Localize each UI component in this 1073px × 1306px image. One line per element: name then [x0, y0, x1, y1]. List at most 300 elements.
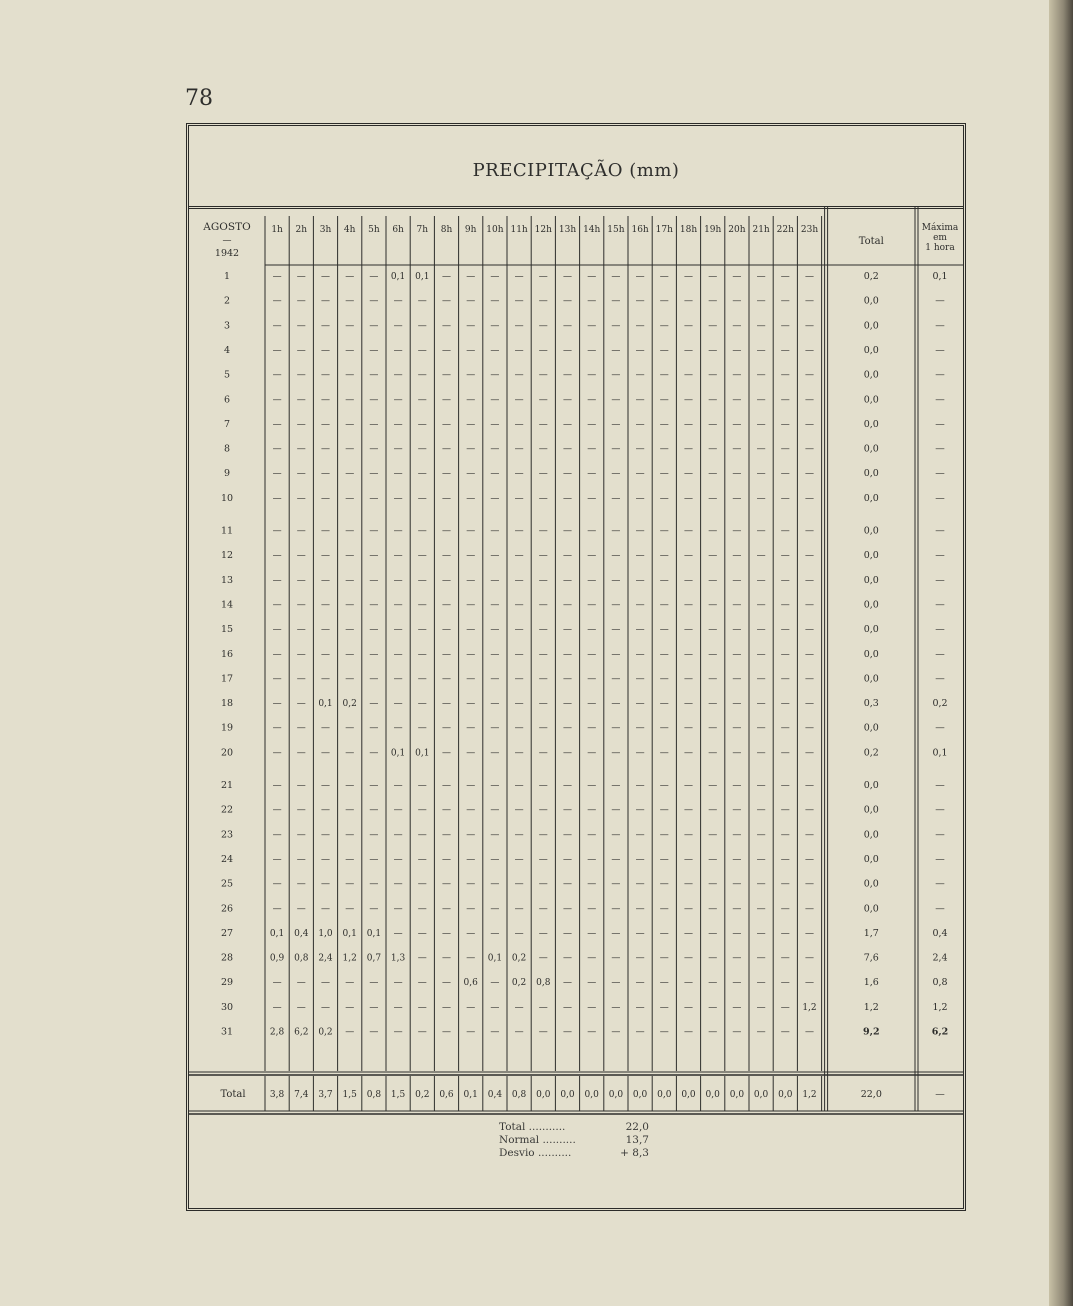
day-max: —: [935, 418, 945, 430]
day-label: 20: [220, 747, 234, 759]
dash-mark: —: [393, 928, 403, 939]
dash-mark: —: [611, 370, 621, 381]
day-total: 0,0: [863, 574, 879, 586]
dash-mark: —: [587, 493, 597, 504]
hour-value: 6,2: [294, 1027, 309, 1038]
dash-mark: —: [321, 649, 330, 660]
dash-mark: —: [466, 748, 476, 759]
dash-mark: —: [611, 526, 621, 537]
dash-mark: —: [272, 1002, 282, 1013]
dash-mark: —: [780, 748, 790, 759]
totals-label: Total: [220, 1089, 246, 1100]
dash-mark: —: [538, 830, 548, 841]
dash-mark: —: [296, 526, 306, 537]
dash-mark: —: [587, 674, 597, 685]
dash-mark: —: [587, 830, 597, 841]
dash-mark: —: [321, 723, 330, 734]
dash-mark: —: [635, 879, 645, 890]
dash-mark: —: [635, 272, 645, 282]
dash-mark: —: [272, 674, 282, 685]
summary-row: [499, 1147, 649, 1160]
day-max: —: [935, 624, 945, 636]
dash-mark: —: [490, 649, 500, 660]
dash-mark: —: [780, 321, 790, 332]
dash-mark: —: [732, 953, 742, 964]
dash-mark: —: [538, 904, 548, 915]
dash-mark: —: [780, 551, 790, 562]
dash-mark: —: [321, 904, 330, 915]
dash-mark: —: [345, 493, 355, 504]
day-label: 24: [220, 853, 234, 865]
dash-mark: —: [393, 1027, 403, 1038]
dash-mark: —: [659, 830, 669, 841]
dash-mark: —: [272, 904, 282, 915]
dash-mark: —: [514, 781, 524, 791]
dash-mark: —: [393, 978, 403, 989]
dash-mark: —: [296, 879, 306, 890]
day-label: 8: [223, 443, 231, 455]
totals-hour-value: 0,0: [560, 1090, 575, 1100]
dash-mark: —: [466, 444, 476, 455]
dash-mark: —: [393, 493, 403, 504]
dash-mark: —: [466, 493, 476, 504]
dash-mark: —: [805, 625, 814, 636]
dash-mark: —: [272, 699, 282, 710]
day-max: —: [935, 320, 945, 332]
dash-mark: —: [538, 953, 548, 964]
dash-mark: —: [659, 805, 669, 816]
dash-mark: —: [369, 575, 379, 586]
dash-mark: —: [417, 321, 427, 332]
dash-mark: —: [466, 723, 476, 734]
dash-mark: —: [587, 748, 597, 759]
dash-mark: —: [321, 879, 330, 890]
dash-mark: —: [514, 854, 524, 865]
dash-mark: —: [514, 551, 524, 562]
day-total: 0,0: [863, 418, 879, 430]
dash-mark: —: [417, 699, 427, 710]
dash-mark: —: [538, 1002, 548, 1013]
hour-header: 11h: [510, 225, 528, 235]
dash-mark: —: [369, 370, 379, 381]
page-number: 78: [185, 86, 213, 111]
dash-mark: —: [490, 296, 500, 307]
dash-mark: —: [587, 469, 597, 480]
dash-mark: —: [296, 854, 306, 865]
dash-mark: —: [659, 395, 669, 406]
dash-mark: —: [538, 1027, 548, 1038]
dash-mark: —: [732, 296, 742, 307]
dash-mark: —: [296, 370, 306, 381]
dash-mark: —: [321, 551, 330, 562]
dash-mark: —: [466, 370, 476, 381]
dash-mark: —: [708, 444, 718, 455]
dash-mark: —: [635, 600, 645, 611]
dash-mark: —: [587, 699, 597, 710]
dash-mark: —: [587, 1027, 597, 1038]
hour-value: 0,1: [318, 699, 333, 710]
dash-mark: —: [490, 321, 500, 332]
dash-mark: —: [684, 469, 693, 480]
dash-mark: —: [490, 272, 500, 282]
dash-mark: —: [563, 805, 572, 816]
dash-mark: —: [466, 575, 476, 586]
dash-mark: —: [321, 600, 330, 611]
dash-mark: —: [538, 469, 548, 480]
dash-mark: —: [659, 879, 669, 890]
dash-mark: —: [684, 699, 693, 710]
book-spine: [1049, 0, 1073, 1306]
dash-mark: —: [393, 469, 403, 480]
dash-mark: —: [780, 469, 790, 480]
dash-mark: —: [659, 748, 669, 759]
dash-mark: —: [708, 978, 718, 989]
dash-mark: —: [732, 444, 742, 455]
day-max: —: [935, 550, 945, 562]
dash-mark: —: [563, 321, 572, 332]
day-label: 4: [223, 344, 231, 356]
dash-mark: —: [780, 904, 790, 915]
dash-mark: —: [442, 469, 451, 480]
hour-value: 0,7: [366, 953, 382, 964]
summary-area: [189, 1111, 963, 1208]
dash-mark: —: [684, 395, 693, 406]
day-total: 0,0: [863, 829, 879, 841]
dash-mark: —: [708, 625, 718, 636]
dash-mark: —: [805, 493, 814, 504]
header-max-line3: 1 hora: [925, 243, 955, 253]
dash-mark: —: [345, 551, 355, 562]
dash-mark: —: [805, 526, 814, 537]
day-total: 1,7: [863, 927, 879, 939]
dash-mark: —: [756, 953, 766, 964]
dash-mark: —: [635, 1027, 645, 1038]
day-total: 0,0: [863, 320, 879, 332]
dash-mark: —: [369, 854, 379, 865]
dash-mark: —: [587, 551, 597, 562]
dash-mark: —: [611, 830, 621, 841]
dash-mark: —: [466, 419, 476, 430]
dash-mark: —: [611, 1027, 621, 1038]
day-max: 0,8: [932, 977, 948, 989]
dash-mark: —: [417, 600, 427, 611]
dash-mark: —: [732, 830, 742, 841]
dash-mark: —: [563, 928, 572, 939]
dash-mark: —: [538, 345, 548, 356]
dash-mark: —: [756, 526, 766, 537]
dash-mark: —: [442, 493, 451, 504]
dash-mark: —: [611, 781, 621, 791]
dash-mark: —: [780, 370, 790, 381]
dash-mark: —: [393, 805, 403, 816]
dash-mark: —: [442, 1002, 451, 1013]
dash-mark: —: [514, 272, 524, 282]
totals-max: —: [935, 1089, 945, 1100]
dash-mark: —: [538, 723, 548, 734]
day-total: 0,0: [863, 878, 879, 890]
dash-mark: —: [369, 493, 379, 504]
dash-mark: —: [296, 625, 306, 636]
dash-mark: —: [272, 272, 282, 282]
day-max: 0,1: [932, 271, 948, 282]
dash-mark: —: [756, 296, 766, 307]
dash-mark: —: [345, 805, 355, 816]
dash-mark: —: [805, 1027, 814, 1038]
dash-mark: —: [321, 575, 330, 586]
day-max: —: [935, 722, 945, 734]
dash-mark: —: [538, 551, 548, 562]
totals-total: 22,0: [860, 1089, 882, 1100]
dash-mark: —: [635, 805, 645, 816]
dash-mark: —: [417, 649, 427, 660]
dash-mark: —: [417, 978, 427, 989]
dash-mark: —: [442, 296, 451, 307]
dash-mark: —: [756, 551, 766, 562]
dash-mark: —: [659, 493, 669, 504]
day-label: 12: [220, 550, 234, 562]
dash-mark: —: [659, 296, 669, 307]
dash-mark: —: [780, 1027, 790, 1038]
day-total: 0,0: [863, 492, 879, 504]
day-total: 0,0: [863, 525, 879, 537]
dash-mark: —: [732, 978, 742, 989]
header-year: 1942: [214, 248, 240, 259]
hour-value: 1,2: [802, 1002, 817, 1013]
dash-mark: —: [417, 575, 427, 586]
dash-mark: —: [514, 419, 524, 430]
hour-header: 10h: [486, 225, 504, 235]
dash-mark: —: [538, 444, 548, 455]
dash-mark: —: [272, 781, 282, 791]
hour-header: 15h: [607, 225, 625, 235]
dash-mark: —: [321, 781, 330, 791]
dash-mark: —: [684, 781, 693, 791]
dash-mark: —: [708, 928, 718, 939]
dash-mark: —: [563, 575, 572, 586]
dash-mark: —: [684, 493, 693, 504]
totals-hour-value: 0,6: [439, 1090, 454, 1100]
dash-mark: —: [490, 978, 500, 989]
dash-mark: —: [659, 321, 669, 332]
dash-mark: —: [635, 649, 645, 660]
day-max: —: [935, 829, 945, 841]
dash-mark: —: [490, 748, 500, 759]
hour-value: 1,3: [390, 953, 406, 964]
dash-mark: —: [442, 444, 451, 455]
dash-mark: —: [587, 526, 597, 537]
dash-mark: —: [587, 854, 597, 865]
dash-mark: —: [635, 781, 645, 791]
dash-mark: —: [587, 978, 597, 989]
dash-mark: —: [635, 904, 645, 915]
dash-mark: —: [708, 370, 718, 381]
dash-mark: —: [756, 272, 766, 282]
dash-mark: —: [272, 805, 282, 816]
dash-mark: —: [805, 272, 814, 282]
dash-mark: —: [345, 674, 355, 685]
dash-mark: —: [587, 649, 597, 660]
day-total: 1,6: [863, 977, 879, 989]
dash-mark: —: [611, 444, 621, 455]
dash-mark: —: [296, 444, 306, 455]
dash-mark: —: [563, 551, 572, 562]
dash-mark: —: [466, 469, 476, 480]
dash-mark: —: [684, 600, 693, 611]
dash-mark: —: [442, 904, 451, 915]
dash-mark: —: [345, 600, 355, 611]
dash-mark: —: [296, 575, 306, 586]
summary-block: [499, 1121, 649, 1160]
dash-mark: —: [805, 444, 814, 455]
day-label: 3: [223, 320, 231, 332]
dash-mark: —: [321, 444, 330, 455]
dash-mark: —: [780, 625, 790, 636]
totals-hour-value: 0,0: [753, 1090, 769, 1100]
dash-mark: —: [296, 699, 306, 710]
dash-mark: —: [345, 395, 355, 406]
dash-mark: —: [611, 493, 621, 504]
dash-mark: —: [684, 419, 693, 430]
dash-mark: —: [708, 674, 718, 685]
dash-mark: —: [563, 904, 572, 915]
dash-mark: —: [369, 781, 379, 791]
dash-mark: —: [805, 551, 814, 562]
hour-header: 9h: [464, 225, 477, 235]
dash-mark: —: [708, 526, 718, 537]
dash-mark: —: [587, 625, 597, 636]
dash-mark: —: [563, 493, 572, 504]
dash-mark: —: [684, 321, 693, 332]
dash-mark: —: [587, 600, 597, 611]
dash-mark: —: [684, 296, 693, 307]
dash-mark: —: [321, 830, 330, 841]
day-label: 1: [223, 271, 231, 282]
dash-mark: —: [490, 904, 500, 915]
dash-mark: —: [321, 1002, 330, 1013]
dash-mark: —: [563, 370, 572, 381]
dash-mark: —: [756, 699, 766, 710]
dash-mark: —: [756, 904, 766, 915]
hour-value: 0,1: [390, 748, 406, 759]
dash-mark: —: [805, 928, 814, 939]
dash-mark: —: [756, 600, 766, 611]
dash-mark: —: [442, 805, 451, 816]
dash-mark: —: [732, 781, 742, 791]
dash-mark: —: [393, 699, 403, 710]
dash-mark: —: [805, 600, 814, 611]
dash-mark: —: [684, 649, 693, 660]
dash-mark: —: [442, 321, 451, 332]
dash-mark: —: [417, 493, 427, 504]
day-label: 16: [220, 648, 234, 660]
totals-hour-value: 0,4: [487, 1090, 503, 1100]
dash-mark: —: [345, 526, 355, 537]
dash-mark: —: [659, 575, 669, 586]
dash-mark: —: [805, 978, 814, 989]
dash-mark: —: [756, 805, 766, 816]
dash-mark: —: [272, 723, 282, 734]
day-label: 5: [223, 369, 231, 381]
day-total: 0,3: [863, 698, 879, 710]
dash-mark: —: [780, 419, 790, 430]
dash-mark: —: [321, 321, 330, 332]
dash-mark: —: [538, 600, 548, 611]
hour-value: 2,4: [318, 953, 333, 964]
dash-mark: —: [442, 551, 451, 562]
dash-mark: —: [611, 748, 621, 759]
dash-mark: —: [659, 649, 669, 660]
dash-mark: —: [490, 1027, 500, 1038]
dash-mark: —: [732, 600, 742, 611]
dash-mark: —: [684, 805, 693, 816]
day-total: 7,6: [863, 952, 879, 964]
hour-value: 1,0: [318, 928, 333, 939]
day-total: 0,0: [863, 295, 879, 307]
dash-mark: —: [369, 600, 379, 611]
dash-mark: —: [780, 830, 790, 841]
dash-mark: —: [490, 395, 500, 406]
dash-mark: —: [563, 526, 572, 537]
dash-mark: —: [442, 748, 451, 759]
day-label: 25: [220, 878, 234, 890]
summary-value: + 8,3: [620, 1147, 649, 1159]
day-label: 18: [220, 698, 234, 710]
dash-mark: —: [442, 879, 451, 890]
page-title: PRECIPITAÇÃO (mm): [472, 160, 680, 181]
dash-mark: —: [659, 444, 669, 455]
dash-mark: —: [296, 649, 306, 660]
dash-mark: —: [466, 953, 476, 964]
dash-mark: —: [514, 928, 524, 939]
dash-mark: —: [538, 649, 548, 660]
dash-mark: —: [321, 526, 330, 537]
hour-value: 0,1: [415, 272, 430, 282]
dash-mark: —: [538, 526, 548, 537]
hour-value: 1,2: [342, 953, 357, 964]
dash-mark: —: [442, 272, 451, 282]
dash-mark: —: [756, 345, 766, 356]
dash-mark: —: [393, 904, 403, 915]
dash-mark: —: [708, 575, 718, 586]
dash-mark: —: [635, 928, 645, 939]
dash-mark: —: [321, 674, 330, 685]
dash-mark: —: [635, 526, 645, 537]
dash-mark: —: [611, 551, 621, 562]
dash-mark: —: [611, 699, 621, 710]
dash-mark: —: [490, 345, 500, 356]
dash-mark: —: [708, 781, 718, 791]
dash-mark: —: [780, 978, 790, 989]
dash-mark: —: [369, 649, 379, 660]
dash-mark: —: [272, 830, 282, 841]
dash-mark: —: [490, 928, 500, 939]
dash-mark: —: [296, 723, 306, 734]
dash-mark: —: [780, 345, 790, 356]
dash-mark: —: [587, 321, 597, 332]
dash-mark: —: [684, 1027, 693, 1038]
totals-hour-value: 0,8: [366, 1090, 382, 1100]
dash-mark: —: [466, 1002, 476, 1013]
hour-header: 18h: [679, 225, 698, 235]
dash-mark: —: [611, 879, 621, 890]
dash-mark: —: [732, 419, 742, 430]
dash-mark: —: [659, 551, 669, 562]
dash-mark: —: [296, 296, 306, 307]
dash-mark: —: [466, 854, 476, 865]
dash-mark: —: [756, 674, 766, 685]
day-total: 0,0: [863, 722, 879, 734]
dash-mark: —: [369, 444, 379, 455]
